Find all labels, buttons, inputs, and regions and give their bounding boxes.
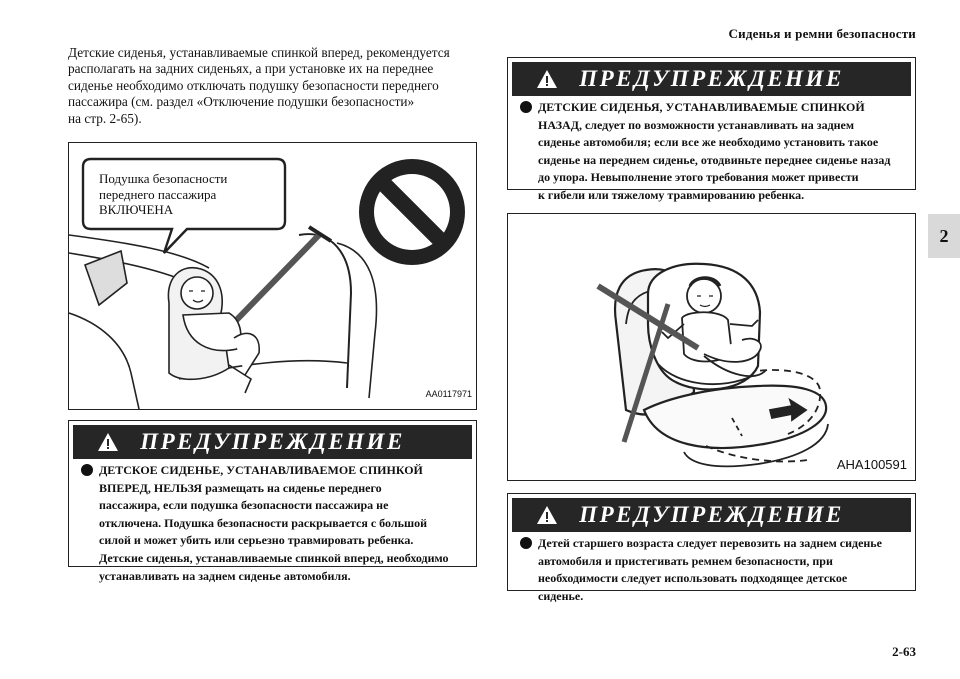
warning-header	[512, 62, 911, 96]
warning-forward-facing	[68, 420, 477, 583]
bullet-icon	[520, 537, 532, 549]
warning-text	[508, 96, 915, 205]
intro-line: сиденье необходимо отключать подушку безопасности переднего	[68, 77, 439, 93]
callout-line: переднего пассажира	[99, 186, 217, 202]
warning-triangle-icon	[536, 69, 558, 89]
bullet-icon	[520, 101, 532, 113]
warning-text	[508, 532, 915, 605]
warning-line: Детские сиденья, устанавливаемые спинкой вперед, необходимо	[99, 550, 449, 565]
warning-line: силой и может убить или серьезно травмировать ребенка.	[99, 533, 414, 548]
warning-line: до упора. Невыполнение этого требования может привести	[538, 170, 859, 185]
running-header: Сиденья и ремни безопасности	[728, 26, 916, 41]
intro-line: на стр. 2-65).	[68, 110, 142, 126]
warning-line: устанавливать на заднем сиденье автомобиля.	[99, 568, 351, 583]
warning-line: отключена. Подушка безопасности раскрывается с большой	[99, 515, 427, 530]
intro-line: пассажира (см. раздел «Отключение подушки безопасности»	[68, 94, 415, 110]
warning-triangle-icon	[536, 505, 558, 525]
warning-title: ПРЕДУПРЕЖДЕНИЕ	[579, 66, 844, 91]
warning-line: пассажира, если подушка безопасности пассажира не	[99, 498, 389, 513]
warning-line: ДЕТСКОЕ СИДЕНЬЕ, УСТАНАВЛИВАЕМОЕ СПИНКОЙ	[99, 463, 423, 477]
intro-line: Детские сиденья, устанавливаемые спинкой вперед, рекомендуется	[68, 45, 450, 60]
warning-rear-facing	[507, 57, 916, 202]
warning-line: сиденье на переднем сиденье, отодвиньте переднее сиденье назад	[538, 152, 891, 167]
warning-text	[69, 459, 476, 585]
figure-front-seat-airbag-on	[68, 142, 477, 410]
warning-line: ВПЕРЕД, НЕЛЬЗЯ размещать на сиденье переднего	[99, 480, 382, 495]
warning-line: к гибели или тяжелому травмированию ребенка.	[538, 187, 805, 202]
intro-line: располагать на задних сиденьях, а при установке их на переднее	[68, 61, 434, 77]
callout-line: ВКЛЮЧЕНА	[99, 202, 174, 217]
callout-line: Подушка безопасности	[99, 171, 228, 186]
warning-triangle-icon	[97, 432, 119, 452]
airbag-on-callout	[87, 161, 283, 229]
warning-line: автомобиля и пристегивать ремнем безопасности, при	[538, 553, 833, 568]
warning-line: необходимости следует использовать подходящее детское	[538, 571, 848, 586]
rear-facing-seat-illustration	[508, 214, 915, 480]
bullet-icon	[81, 464, 93, 476]
figure-code: AA0117971	[425, 389, 472, 399]
figure-code: AHA100591	[836, 457, 907, 472]
warning-line: Детей старшего возраста следует перевозить на заднем сиденье	[538, 536, 882, 550]
intro-paragraph	[68, 45, 478, 127]
chapter-tab: 2	[928, 214, 960, 258]
warning-older-children	[507, 493, 916, 603]
prohibition-icon	[357, 157, 467, 267]
warning-header	[512, 498, 911, 532]
warning-header	[73, 425, 472, 459]
warning-line: НАЗАД, следует по возможности устанавливать на заднем	[538, 117, 855, 132]
warning-title: ПРЕДУПРЕЖДЕНИЕ	[579, 502, 844, 527]
warning-title: ПРЕДУПРЕЖДЕНИЕ	[140, 429, 405, 454]
warning-line: ДЕТСКИЕ СИДЕНЬЯ, УСТАНАВЛИВАЕМЫЕ СПИНКОЙ	[538, 100, 865, 114]
warning-line: сиденье.	[538, 588, 584, 603]
warning-line: сиденье автомобиля; если все же необходимо установить такое	[538, 135, 879, 150]
page-number: 2-63	[892, 644, 916, 659]
figure-rear-facing-seat	[507, 213, 916, 481]
